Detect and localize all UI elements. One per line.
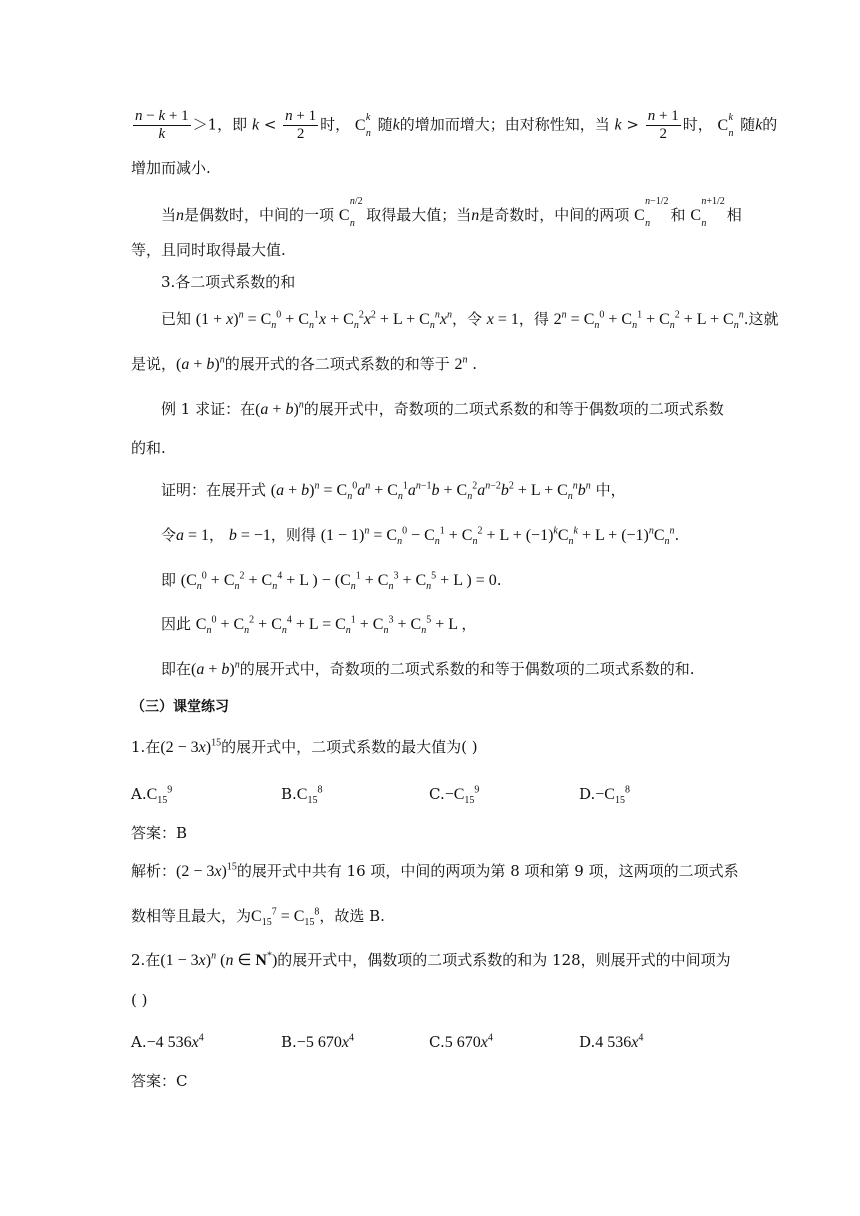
explanation-line: 解析：$(2 - 3x)^{15}$的展开式中共有 16 项，中间的两项为第 8 项和第 9 项，这两项的二项式系 xyxy=(131,861,739,880)
text-line: 即在$(a + b)^n$的展开式中，奇数项的二项式系数的和等于偶数项的二项式系数的和. xyxy=(161,659,695,678)
explanation-line: 数相等且最大，为$C_{15}^7 = C_{15}^8$，故选 B. xyxy=(131,906,385,929)
text-line: 令a = 1， b = −1，则得 $(1 - 1)^n = C_n^0 - C_n^1 + C_n^2 + L + (-1)^kC_n^k + L + (-1)^nC_n^n$. xyxy=(161,525,680,548)
section-heading: 3.各二项式系数的和 xyxy=(161,273,296,291)
text-line: 是说，$(a + b)^n$的展开式的各二项式系数的和等于 2$^n$ . xyxy=(131,354,478,373)
text-line: 已知 $(1 + x)^n = C_n^0 + C_n^1x + C_n^2x^2 + L + C_n^nx^n$，令 x = 1，得 $2^n = C_n^0 + C_n^1 + C_n^2 + L + C_n^n$.这就 xyxy=(161,309,779,332)
text-line: 例 1 求证：在$(a + b)^n$的展开式中，奇数项的二项式系数的和等于偶数项的二项式系数 xyxy=(161,399,724,418)
text-line: 当n是偶数时，中间的一项 C n/2 n 取得最大值；当n是奇数时，中间的两项 C n−1/2 n 和 C n+1/2 n 相 xyxy=(161,196,742,229)
question-2-bracket: ( ) xyxy=(131,991,148,1009)
section-heading: （三）课堂练习 xyxy=(131,699,229,715)
text-line: 即 ($C_n^0 + C_n^2 + C_n^4 + L$ ) − ($C_n^1 + C_n^3 + C_n^5 + L$ ) = 0. xyxy=(161,570,502,593)
text-line: $\frac{n - k + 1}{k}$ ＞1，即 k < $\frac{n + 1}{2}$ 时， C k n 随k的增加而增大；由对称性知，当 k > $\frac{n + 1}{2}$ 时， C k n 随k的 xyxy=(135,108,778,142)
question-2: 2.在$(1 - 3x)^n$ (n ∈ N*)的展开式中，偶数项的二项式系数的和为 128，则展开式的中间项为 xyxy=(131,950,731,969)
text-line: 因此 $C_n^0 + C_n^2 + C_n^4 + L = C_n^1 + C_n^3 + C_n^5 + L$ ， xyxy=(161,614,477,637)
answer-1: 答案：B xyxy=(131,824,188,842)
text-line: 增加而减小. xyxy=(131,159,211,177)
answer-2: 答案：C xyxy=(131,1072,188,1090)
text-line: 的和. xyxy=(131,439,166,457)
question-1: 1.在$(2 - 3x)^{15}$的展开式中，二项式系数的最大值为( ) xyxy=(131,737,478,756)
document-page: $\frac{n - k + 1}{k}$ ＞1，即 k < $\frac{n + 1}{2}$ 时， C k n 随k的增加而增大；由对称性知，当 k > $\frac{n + 1}{2}$ 时， C k n 随k的 增加而减小. 当n是偶数时，中间的一项 C n/2 n 取得最大值；当n是奇数时，中间的两项 C n−1/2 n 和 C n+1/2 n 相 等，且同时取得最大值. 3.各二项式系数的和 已知 $(1 + x)^n = C_n^0 + C_n^1x + C_n^2x^2 + L + C_n^nx^n$，令 x = 1，得 $2^n = C_n^0 + C_n^1 + C_n^2 + L + C_n^n$.这就 是说，$(a + b)^n$的展开式的各二项式系数的和等于 2$^n$ . 例 1 求证：在$(a + b)^n$的展开式中，奇数项的二项式系数的和等于偶数项的二项式系数 的和. 证明：在展开式 $(a + b)^n = C_n^0a^n + C_n^1a^{n-1}b + C_n^2a^{n-2}b^2 + L + C_n^nb^n$ 中， 令a = 1， b = −1，则得 $(1 - 1)^n = C_n^0 - C_n^1 + C_n^2 + L + (-1)^kC_n^k + L + (-1)^nC_n^n$. 即 ($C_n^0 + C_n^2 + C_n^4 + L$ ) − ($C_n^1 + C_n^3 + C_n^5 + L$ ) = 0. 因此 $C_n^0 + C_n^2 + C_n^4 + L = C_n^1 + C_n^3 + C_n^5 + L$ ， 即在$(a + b)^n$的展开式中，奇数项的二项式系数的和等于偶数项的二项式系数的和. （三）课堂练习 1.在$(2 - 3x)^{15}$的展开式中，二项式系数的最大值为( ) $A.C_{15}^9$ $B.C_{15}^8$ $C.-C_{15}^9$ $D.-C_{15}^8$ 答案：B 解析：$(2 - 3x)^{15}$的展开式中共有 16 项，中间的两项为第 8 项和第 9 项，这两项的二项式系 数相等且最大，为$C_{15}^7 = C_{15}^8$，故选 B. 2.在$(1 - 3x)^n$ (n ∈ N*)的展开式中，偶数项的二项式系数的和为 128，则展开式的中间项为 ( ) A.−4 $536x^4$ B.−5 $670x^4$ C.5 $670x^4$ D.4 $536x^4$ 答案：C xyxy=(131,108,779,1090)
text-line: 证明：在展开式 $(a + b)^n = C_n^0a^n + C_n^1a^{n-1}b + C_n^2a^{n-2}b^2 + L + C_n^nb^n$ 中， xyxy=(161,480,626,503)
text-line: 等，且同时取得最大值. xyxy=(131,241,286,259)
